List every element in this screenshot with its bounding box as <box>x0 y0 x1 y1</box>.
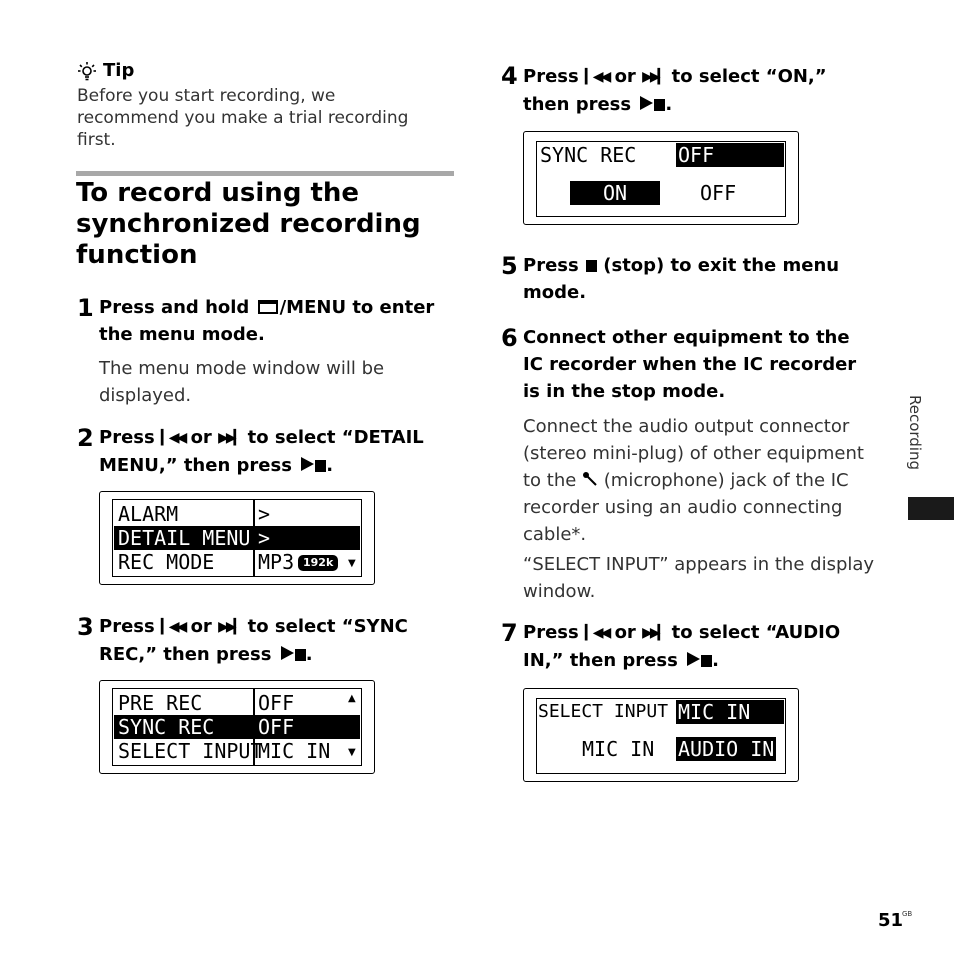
step-2-number: 2 <box>77 424 94 452</box>
page-number: 51 <box>878 910 904 931</box>
microphone-icon <box>582 468 598 484</box>
lcd-detail-menu <box>99 491 375 585</box>
step-5-text: Press (stop) to exit the menu mode. <box>523 255 840 303</box>
lcd-header: SELECT INPUT MIC IN <box>538 700 784 724</box>
lightbulb-icon <box>77 61 97 81</box>
stop-icon <box>315 460 326 472</box>
stop-icon <box>654 99 665 111</box>
step-4-text: Press ▎◀◀ or ▶▶▎ to select “ON,” then press . <box>523 66 827 115</box>
lcd-row-value: MIC IN <box>258 739 331 763</box>
tip-label: Tip <box>103 60 135 81</box>
stop-icon <box>586 260 597 272</box>
play-icon <box>687 652 700 666</box>
play-icon <box>640 96 653 110</box>
lcd-row-label: ALARM <box>118 502 179 526</box>
lcd-row-value: MP3 <box>258 550 295 574</box>
lcd-row-selected: SYNC REC OFF <box>114 715 360 739</box>
chapter-tab <box>908 497 954 520</box>
tip-heading <box>77 60 134 81</box>
section-title: To record using the synchronized recording function <box>76 178 421 270</box>
step-6-note: “SELECT INPUT” appears in the display window. <box>523 554 875 602</box>
step-7-text: Press ▎◀◀ or ▶▶▎ to select “AUDIO IN,” then press . <box>523 622 841 671</box>
next-track-icon: ▶▶▎ <box>218 430 242 446</box>
lcd-row-label: SELECT INPUT <box>118 739 263 763</box>
step-5-number: 5 <box>501 252 518 280</box>
lcd-sync-rec-option <box>523 131 799 225</box>
lcd-row-value: > <box>258 502 271 526</box>
folder-icon <box>258 300 278 314</box>
bitrate-badge: 192k <box>298 555 338 571</box>
step-2-text: Press ▎◀◀ or ▶▶▎ to select “DETAIL MENU,” then press . <box>99 427 424 476</box>
previous-track-icon: ▎◀◀ <box>160 430 185 446</box>
step-4-number: 4 <box>501 62 518 90</box>
lcd-option: OFF <box>700 181 737 205</box>
step-1-text: Press and hold /MENU to enter the menu mode. <box>99 297 435 345</box>
next-track-icon: ▶▶▎ <box>642 69 666 85</box>
lcd-option-selected: AUDIO IN <box>678 737 775 761</box>
step-6-body: Connect the audio output connector (stereo mini-plug) of other equipment to the (microphone) jack of the IC recorder using an audio connecting cable*. <box>523 416 864 545</box>
tip-text: Before you start recording, we recommend you make a trial recording first. <box>77 86 409 150</box>
step-6-text: Connect other equipment to the IC recorder when the IC recorder is in the stop mode. <box>523 327 857 402</box>
lcd-row-label: REC MODE <box>118 550 215 574</box>
next-track-icon: ▶▶▎ <box>642 625 666 641</box>
scroll-up-icon: ▲ <box>348 693 356 704</box>
lcd-sync-rec-menu <box>99 680 375 774</box>
step-7-number: 7 <box>501 619 518 647</box>
step-3-text: Press ▎◀◀ or ▶▶▎ to select “SYNC REC,” then press . <box>99 616 408 665</box>
lcd-row-label: PRE REC <box>118 691 203 715</box>
stop-icon <box>295 649 306 661</box>
chapter-label: Recording <box>906 395 924 471</box>
previous-track-icon: ▎◀◀ <box>160 619 185 635</box>
lcd-select-input <box>523 688 799 782</box>
next-track-icon: ▶▶▎ <box>218 619 242 635</box>
step-3-number: 3 <box>77 613 94 641</box>
lcd-option-selected: ON <box>570 181 660 205</box>
stop-icon <box>701 655 712 667</box>
step-1-body: The menu mode window will be displayed. <box>99 358 385 406</box>
section-divider <box>76 171 454 176</box>
lcd-row-selected: DETAIL MENU > <box>114 526 360 550</box>
scroll-down-icon: ▼ <box>348 558 356 569</box>
lcd-header: SYNC REC OFF <box>538 143 784 167</box>
page-suffix: GB <box>902 910 913 918</box>
lcd-row-value: OFF <box>258 691 295 715</box>
scroll-down-icon: ▼ <box>348 747 356 758</box>
play-icon <box>281 646 294 660</box>
previous-track-icon: ▎◀◀ <box>584 625 609 641</box>
step-1-number: 1 <box>77 294 94 322</box>
lcd-option: MIC IN <box>582 737 655 761</box>
previous-track-icon: ▎◀◀ <box>584 69 609 85</box>
step-6-number: 6 <box>501 324 518 352</box>
play-icon <box>301 457 314 471</box>
